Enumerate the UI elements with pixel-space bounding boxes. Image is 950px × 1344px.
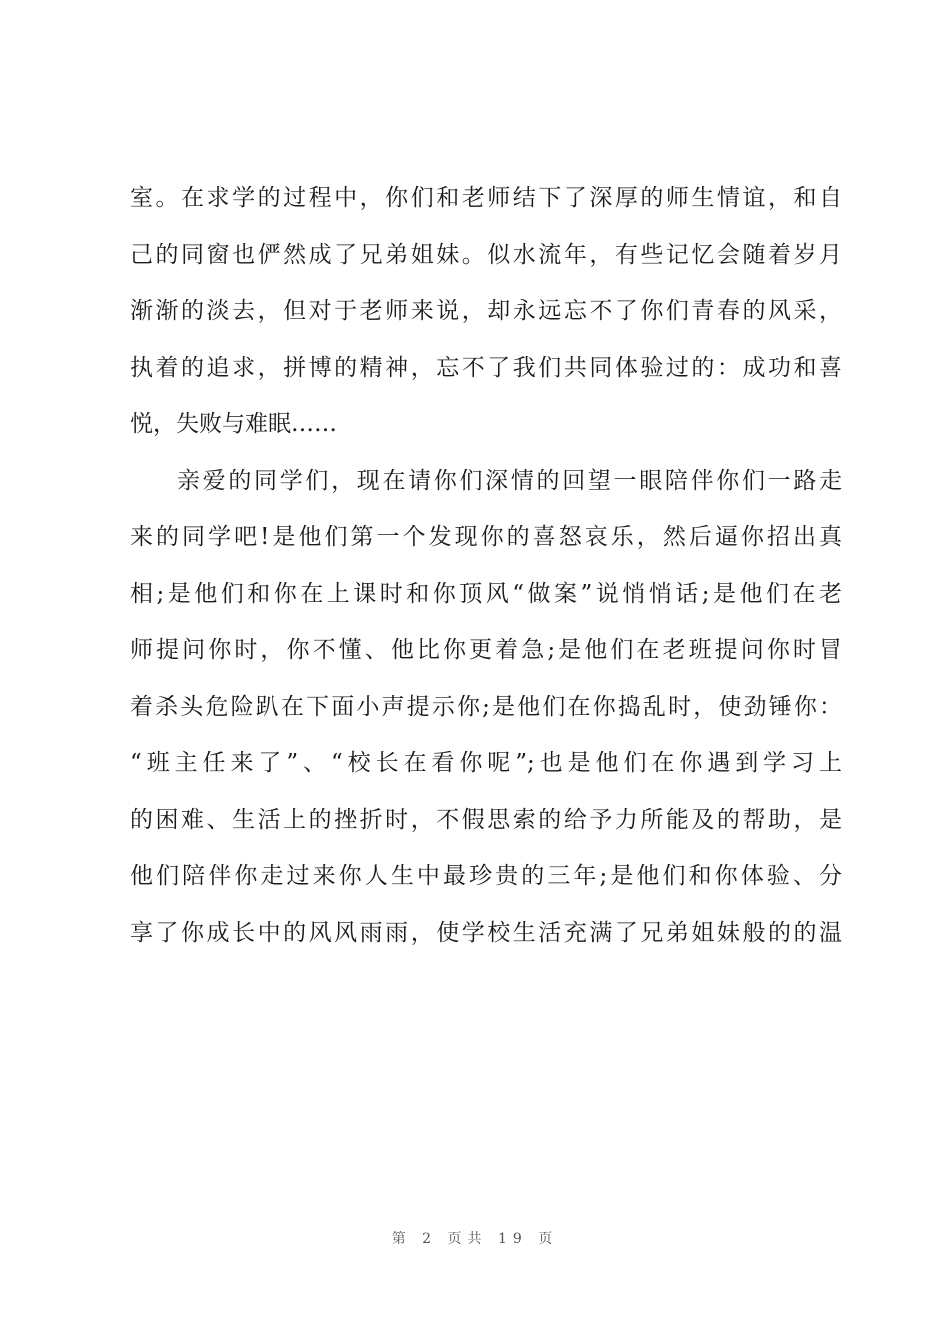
text-line: 亲爱的同学们，现在请你们深情的回望一眼陪伴你们一路走: [177, 467, 842, 494]
page-number: 第 2 页共 19 页: [391, 1231, 559, 1247]
text-line: 师提问你时，你不懂、他比你更着急;是他们在老班提问你时冒: [130, 637, 842, 663]
text-line: 着杀头危险趴在下面小声提示你;是他们在你捣乱时，使劲锤你：: [130, 693, 842, 720]
text-line: “班主任来了”、“校长在看你呢”;也是他们在你遇到学习上: [130, 750, 842, 776]
text-line: 相;是他们和你在上课时和你顶风“做案”说悄悄话;是他们在老: [130, 580, 842, 607]
text-line: 享了你成长中的风风雨雨，使学校生活充满了兄弟姐妹般的的温: [130, 919, 842, 946]
text-line: 的困难、生活上的挫折时，不假思索的给予力所能及的帮助，是: [130, 806, 842, 833]
text-line: 己的同窗也俨然成了兄弟姐妹。似水流年，有些记忆会随着岁月: [130, 241, 842, 268]
text-line: 悦，失败与难眠……: [130, 411, 337, 437]
body-text: [130, 170, 842, 961]
text-line: 执着的追求，拼博的精神，忘不了我们共同体验过的：成功和喜: [130, 354, 842, 381]
text-line: 室。在求学的过程中，你们和老师结下了深厚的师生情谊，和自: [130, 185, 842, 211]
text-line: 他们陪伴你走过来你人生中最珍贵的三年;是他们和你体验、分: [130, 863, 842, 889]
text-line: 来的同学吧!是他们第一个发现你的喜怒哀乐，然后逼你招出真: [130, 524, 842, 550]
text-line: 渐渐的淡去，但对于老师来说，却永远忘不了你们青春的风采，: [130, 298, 842, 324]
